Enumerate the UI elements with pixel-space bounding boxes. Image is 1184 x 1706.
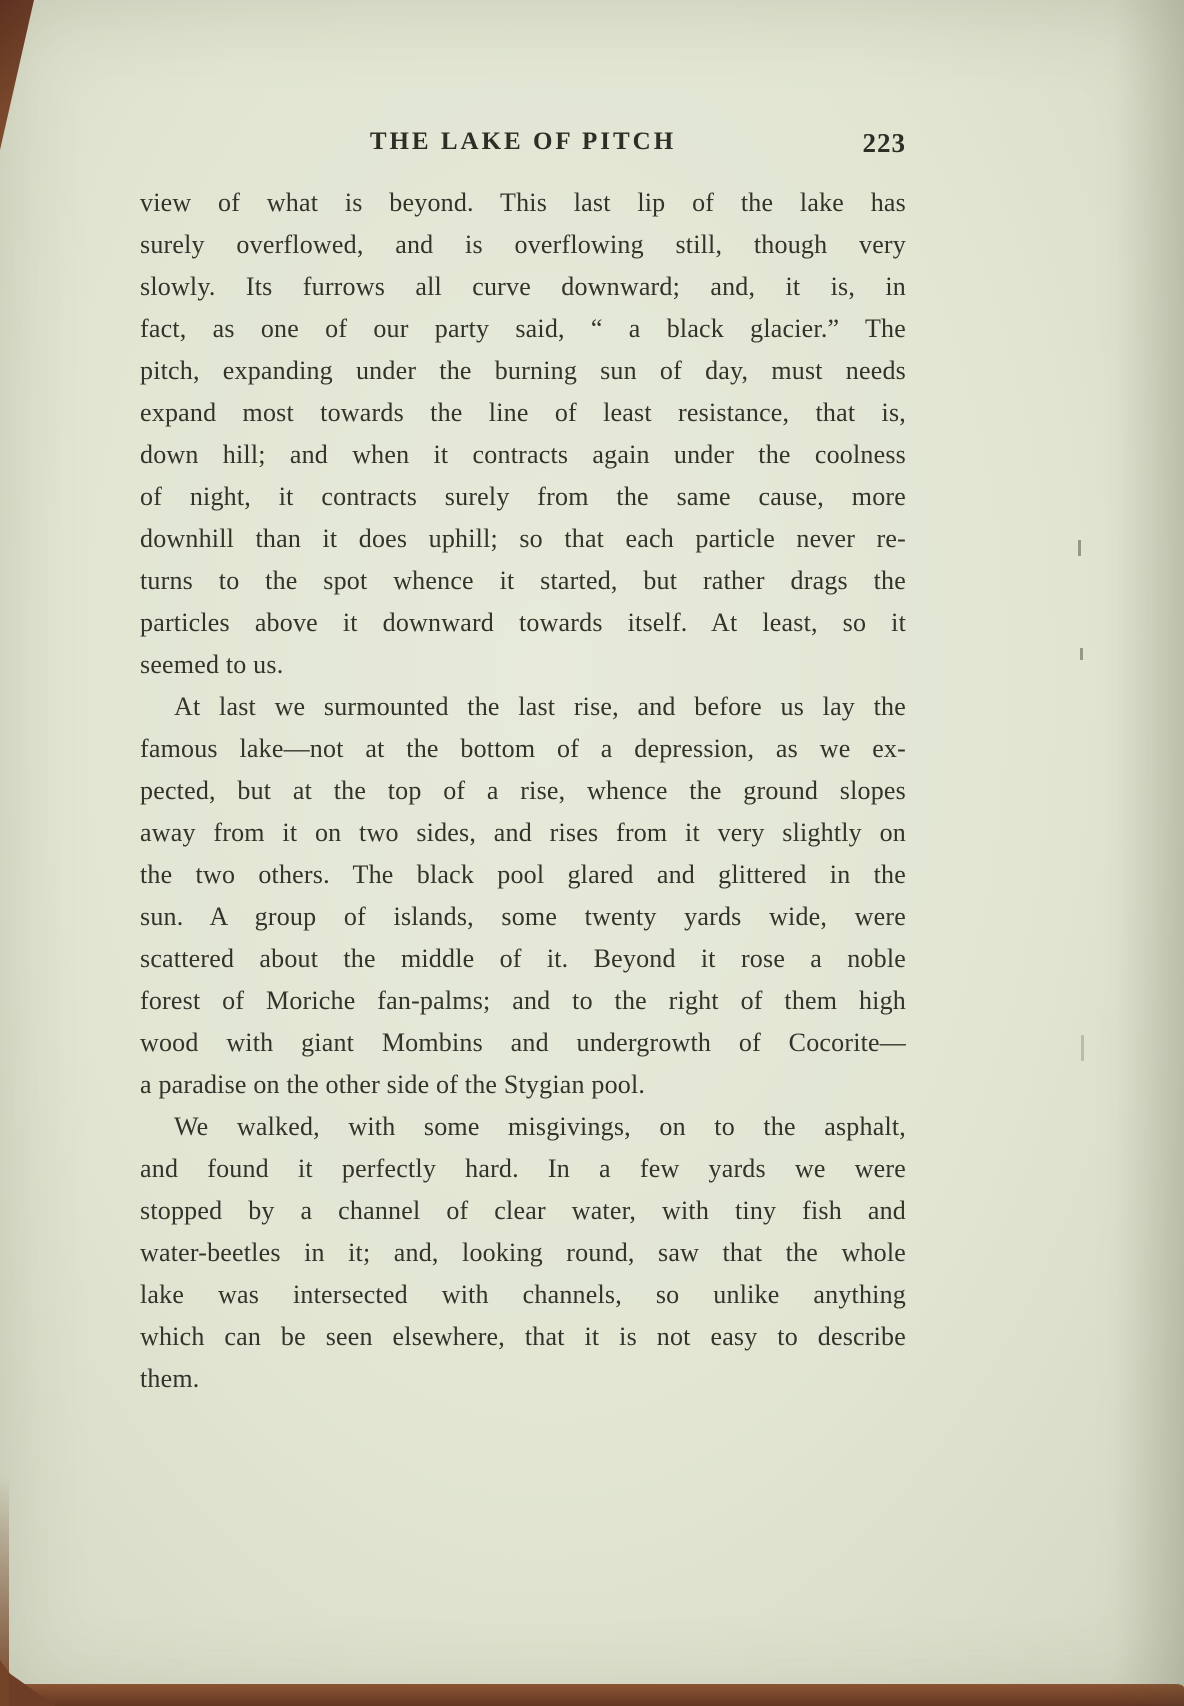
text-line: slowly. Its furrows all curve downward; and, it is, in [140, 272, 906, 301]
page-number: 223 [862, 128, 906, 158]
text-line: famous lake—not at the bottom of a depression, as we ex- [140, 734, 906, 763]
text-line: At last we surmounted the last rise, and before us lay the [174, 692, 906, 721]
book-cover-edge-top-left [0, 0, 34, 150]
text-line: pitch, expanding under the burning sun of day, must needs [140, 356, 906, 385]
scan-speck [1081, 1035, 1084, 1061]
text-line: downhill than it does uphill; so that each particle never re- [140, 524, 906, 553]
text-line: of night, it contracts surely from the same cause, more [140, 482, 906, 511]
text-line: expand most towards the line of least resistance, that is, [140, 398, 906, 427]
scan-speck [1078, 540, 1081, 556]
text-line: down hill; and when it contracts again under the coolness [140, 440, 906, 469]
text-line: scattered about the middle of it. Beyond it rose a noble [140, 944, 906, 973]
text-line: wood with giant Mombins and undergrowth of Cocorite— [140, 1028, 906, 1057]
page-body [140, 182, 906, 1400]
text-line: which can be seen elsewhere, that it is not easy to describe [140, 1322, 906, 1351]
text-line: particles above it downward towards itself. At least, so it [140, 608, 906, 637]
paragraph [140, 182, 906, 686]
page-header [140, 128, 906, 162]
text-line: seemed to us. [140, 650, 284, 679]
text-line: stopped by a channel of clear water, with tiny fish and [140, 1196, 906, 1225]
text-line: lake was intersected with channels, so unlike anything [140, 1280, 906, 1309]
text-line: forest of Moriche fan-palms; and to the right of them high [140, 986, 906, 1015]
text-line: surely overflowed, and is overflowing still, though very [140, 230, 906, 259]
text-line: and found it perfectly hard. In a few yards we were [140, 1154, 906, 1183]
book-cover-edge-left [0, 1476, 9, 1706]
text-line: pected, but at the top of a rise, whence the ground slopes [140, 776, 906, 805]
book-cover-edge-bottom [0, 1684, 1184, 1706]
page-curvature-shadow [1114, 0, 1184, 1706]
text-line: water-beetles in it; and, looking round, saw that the whole [140, 1238, 906, 1267]
paragraph [140, 686, 906, 1106]
text-line: them. [140, 1364, 200, 1393]
text-line: away from it on two sides, and rises from it very slightly on [140, 818, 906, 847]
text-line: the two others. The black pool glared and glittered in the [140, 860, 906, 889]
text-line: sun. A group of islands, some twenty yards wide, were [140, 902, 906, 931]
running-title: THE LAKE OF PITCH [369, 128, 677, 155]
text-line: a paradise on the other side of the Stygian pool. [140, 1070, 646, 1099]
paragraph [140, 1106, 906, 1400]
text-line: view of what is beyond. This last lip of the lake has [140, 188, 906, 217]
text-line: turns to the spot whence it started, but rather drags the [140, 566, 906, 595]
scan-speck [1080, 648, 1083, 660]
text-line: fact, as one of our party said, “ a black glacier.” The [140, 314, 906, 343]
text-line: We walked, with some misgivings, on to the asphalt, [174, 1112, 906, 1141]
